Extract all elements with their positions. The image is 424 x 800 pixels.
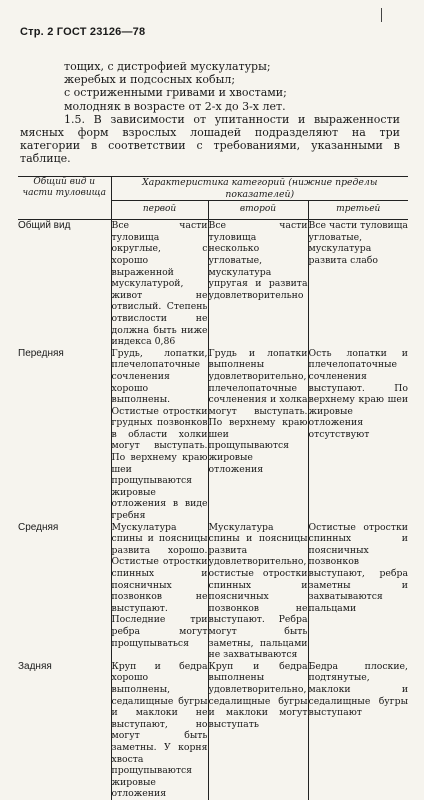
page-number: 2 [47,26,54,38]
table-cell: Грудь, лопатки, плечелопаточные сочленения хорошо выполнены. Остистые отростки грудных позвонков в области холки могут выступать. По верхнему краю шеи прощупываются жировые отложения в виде гребня [111,347,208,522]
table-cell: Мускулатура спины и поясницы развита удовлетворительно, остистые отростки спинных и поясничных позвонков не выступают. Ребра могут быть заметны, пальцами не захватываются [208,521,308,661]
table-cell: Все части туловища несколько угловатые, мускулатура упругая и развита удовлетворительно [208,220,308,301]
column-header-first: первой [111,201,208,220]
table-cell: Круп и бедра хорошо выполнены, седалищные бугры и маклоки не выступают, но могут быть заметны. У корня хвоста прощупываются жировые отложения [111,660,208,800]
table-cell: Грудь и лопатки выполнены удовлетворительно, плечелопаточные сочленения и холка могут выступать. По верхнему краю шеи прощупываются жировые отложения [208,347,308,475]
row-name: Общий вид [18,220,111,348]
standard-code: ГОСТ 23126—78 [56,26,146,38]
margin-tick-mark [381,8,382,22]
list-item: с остриженными гривами и хвостами; [64,86,287,100]
table-row [18,348,408,522]
table-cell: Круп и бедра выполнены удовлетворительно, седалищные бугры и маклоки могут выступать [208,660,308,730]
table-cell: Бедра плоские, подтянутые, маклоки и седалищные бугры выступают [308,660,409,719]
row-name: Передняя [18,348,111,522]
table-row [18,522,408,661]
table-cell: Ость лопатки и плечелопаточные сочленения выступают. По верхнему краю шеи жировые отложения отсутствуют [308,347,409,440]
row-header: Общий вид и части туловища [18,177,111,220]
row-name: Средняя [18,522,111,661]
table-cell: Мускулатура спины и поясницы развита хорошо. Остистые отростки спинных и поясничных позвонков не выступают. Последние три ребра могут прощупываться [111,521,208,649]
page-header [20,26,145,38]
intro-text [20,60,400,166]
table-row [18,661,408,800]
categories-table [18,176,408,800]
table-cell: Все части туловища угловатые, мускулатура развита слабо [308,220,408,266]
group-header: Характеристика категорий (нижние пределы показателей) [111,177,408,201]
column-header-second: второй [208,201,308,220]
row-name: Задняя [18,661,111,800]
paragraph-1-5: 1.5. В зависимости от упитанности и выраженности мясных форм взрослых лошадей подразделяют на три категории в соответствии с требованиями, указанными в таблице. [20,112,400,166]
page-prefix: Стр. [20,26,44,38]
table-row [18,220,408,348]
column-header-third: третьей [308,201,408,220]
table-cell: Остистые отростки спинных и поясничных позвонков выступают, ребра заметны и захватываются пальцами [308,521,409,614]
table-cell: Все части туловища округлые, с хорошо выраженной мускулатурой, живот не отвислый. Степень отвислости не должна быть ниже индекса 0,86 [111,220,208,348]
list-item: жеребых и подсосных кобыл; [64,73,236,87]
list-item: молодняк в возрасте от 2-х до 3-х лет. [64,99,286,113]
list-item: тощих, с дистрофией мускулатуры; [64,60,271,73]
